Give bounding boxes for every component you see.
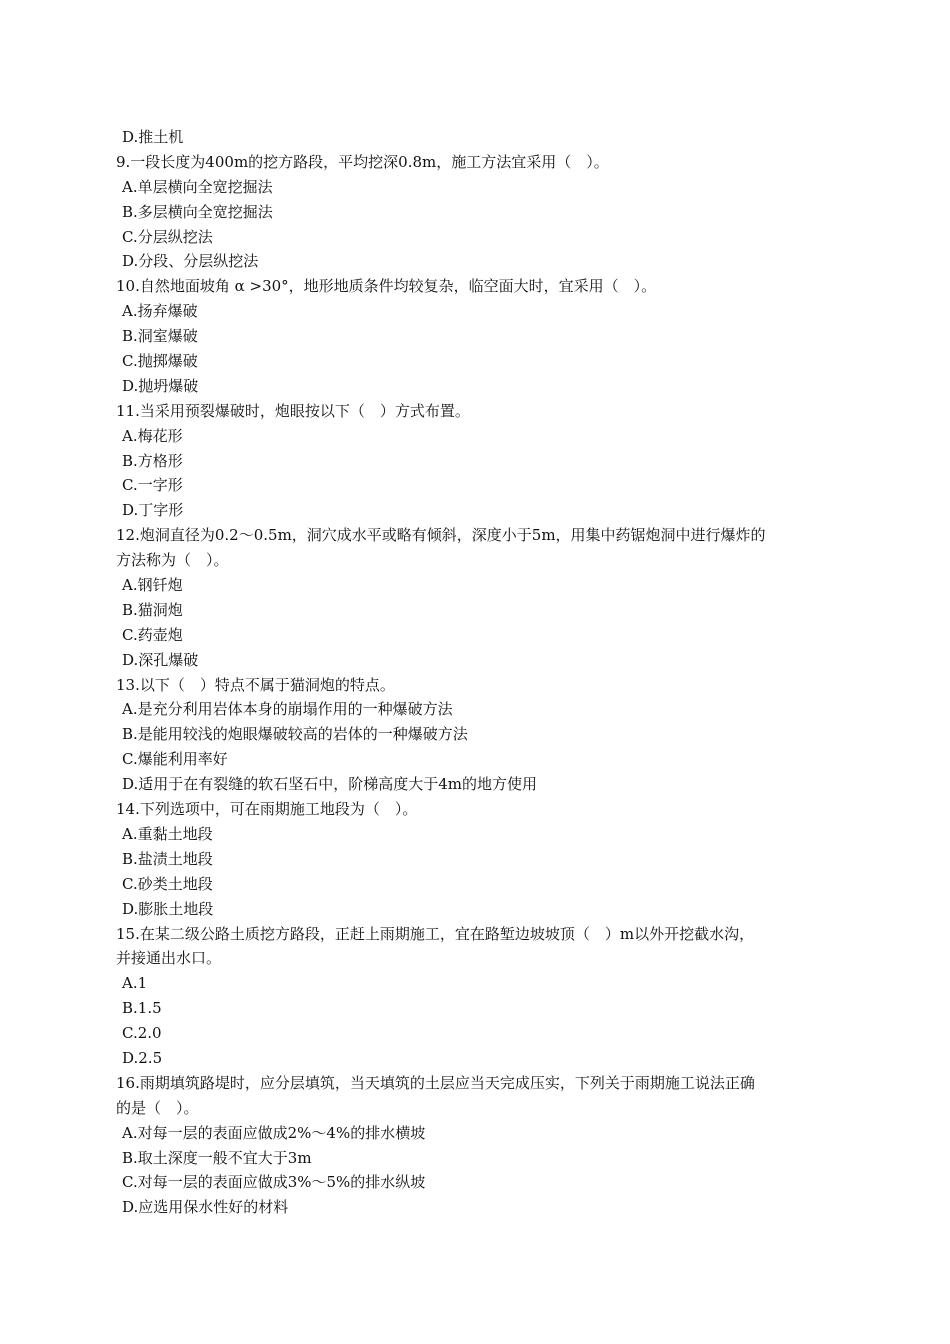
option-item: A.钢钎炮 bbox=[122, 576, 183, 595]
option-item: A.单层横向全宽挖掘法 bbox=[122, 177, 273, 196]
option-item: B.取土深度一般不宜大于3m bbox=[122, 1148, 312, 1167]
question-stem: 10.自然地面坡角 α >30°，地形地质条件均较复杂，临空面大时，宜采用（ ）。 bbox=[116, 277, 657, 296]
option-item: D.应选用保水性好的材料 bbox=[122, 1198, 289, 1217]
option-item: B.1.5 bbox=[122, 999, 162, 1018]
question-stem: 15.在某二级公路土质挖方路段，正赶上雨期施工，宜在路堑边坡坡顶（ ）m以外开挖截水沟， bbox=[116, 924, 755, 943]
option-item: C.砂类土地段 bbox=[122, 874, 213, 893]
option-item: D.深孔爆破 bbox=[122, 650, 199, 669]
option-item: A.扬弃爆破 bbox=[122, 302, 198, 321]
option-item: D.分段、分层纵挖法 bbox=[122, 252, 259, 271]
question-stem: 9.一段长度为400m的挖方路段，平均挖深0.8m，施工方法宜采用（ ）。 bbox=[116, 152, 609, 171]
option-item: A.对每一层的表面应做成2%～4%的排水横坡 bbox=[122, 1123, 426, 1142]
option-item: A.是充分利用岩体本身的崩塌作用的一种爆破方法 bbox=[122, 700, 453, 719]
option-item: D.膨胀土地段 bbox=[122, 899, 214, 918]
option-item: C.爆能利用率好 bbox=[122, 750, 228, 769]
question-stem: 11.当采用预裂爆破时，炮眼按以下（ ）方式布置。 bbox=[116, 401, 470, 420]
question-stem: 16.雨期填筑路堤时，应分层填筑，当天填筑的土层应当天完成压实，下列关于雨期施工说法正确 bbox=[116, 1073, 755, 1092]
option-item: D.推土机 bbox=[122, 128, 184, 146]
option-item: B.盐渍土地段 bbox=[122, 849, 213, 868]
option-item: C.分层纵挖法 bbox=[122, 227, 213, 246]
option-item: C.2.0 bbox=[122, 1024, 162, 1043]
option-item: D.丁字形 bbox=[122, 501, 184, 520]
option-item: C.一字形 bbox=[122, 476, 183, 495]
option-item: D.适用于在有裂缝的软石坚石中，阶梯高度大于4m的地方使用 bbox=[122, 775, 538, 794]
option-item: A.重黏土地段 bbox=[122, 824, 213, 843]
option-item: B.多层横向全宽挖掘法 bbox=[122, 202, 273, 221]
option-item: D.抛坍爆破 bbox=[122, 376, 199, 395]
option-item: B.是能用较浅的炮眼爆破较高的岩体的一种爆破方法 bbox=[122, 725, 468, 744]
option-item: B.猫洞炮 bbox=[122, 600, 183, 619]
question-stem: 13.以下（ ）特点不属于猫洞炮的特点。 bbox=[116, 675, 395, 694]
option-item: D.2.5 bbox=[122, 1048, 163, 1067]
option-item: C.药壶炮 bbox=[122, 625, 183, 644]
question-list bbox=[116, 125, 831, 1220]
option-item: B.洞室爆破 bbox=[122, 327, 198, 346]
question-stem-continued: 并接通出水口。 bbox=[116, 949, 222, 968]
question-stem: 14.下列选项中，可在雨期施工地段为（ ）。 bbox=[116, 800, 418, 819]
option-item: C.对每一层的表面应做成3%～5%的排水纵坡 bbox=[122, 1173, 426, 1192]
question-stem: 12.炮洞直径为0.2～0.5m，洞穴成水平或略有倾斜，深度小于5m，用集中药锯炮洞中进行爆炸的 bbox=[116, 526, 766, 545]
option-item: A.1 bbox=[122, 974, 148, 993]
option-item: B.方格形 bbox=[122, 451, 183, 470]
option-item: A.梅花形 bbox=[122, 426, 183, 445]
option-item: C.抛掷爆破 bbox=[122, 352, 198, 371]
question-stem-continued: 的是（ ）。 bbox=[116, 1098, 199, 1117]
question-stem-continued: 方法称为（ ）。 bbox=[116, 551, 229, 570]
